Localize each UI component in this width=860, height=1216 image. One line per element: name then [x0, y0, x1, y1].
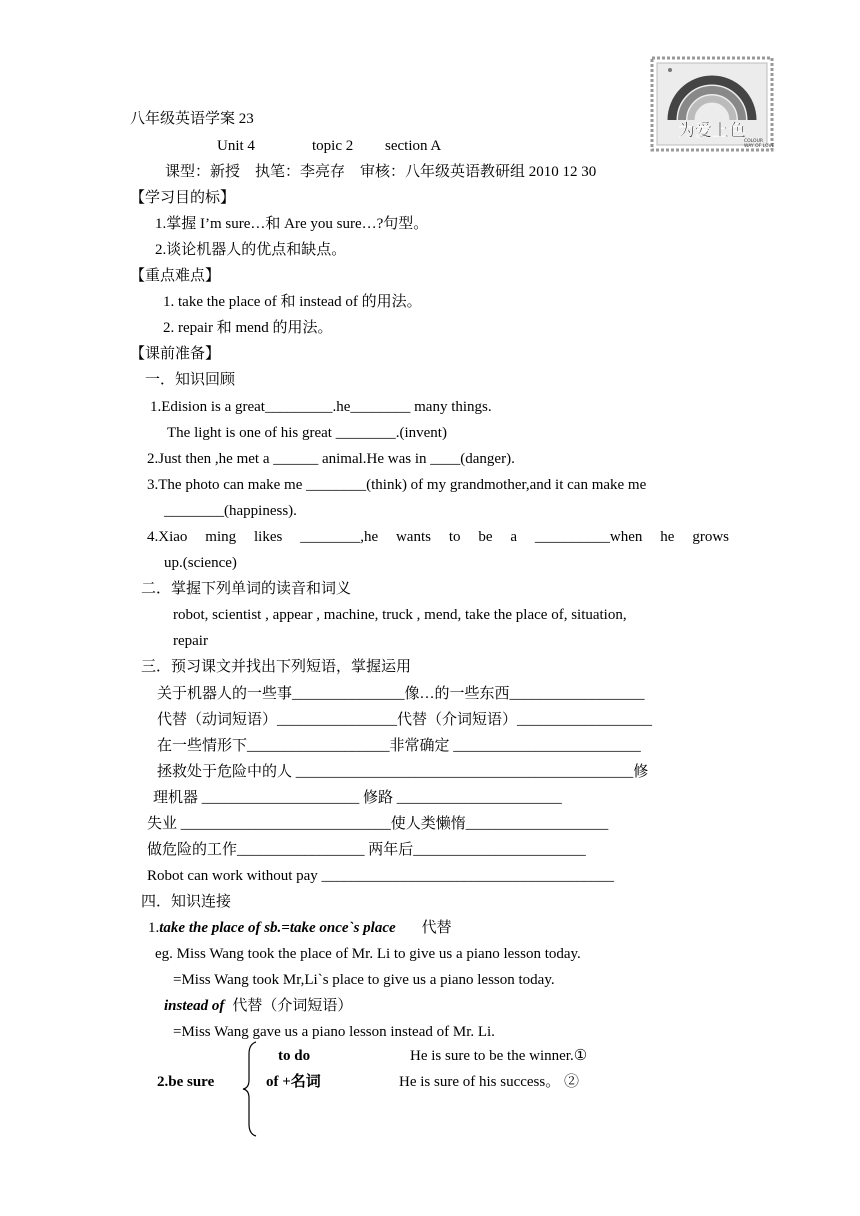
exercise-line: ________(happiness).	[164, 503, 297, 519]
phrase-row: 在一些情形下___________________非常确定 _________________________	[157, 738, 641, 754]
stamp-logo	[650, 56, 774, 152]
option-of-noun-example: He is sure of his success。 ②	[399, 1074, 579, 1090]
instead-of-cn: 代替（介词短语）	[232, 998, 353, 1014]
meta-line: 课型：新授 执笔：李亮存 审核：八年级英语教研组 2010 12 30	[165, 164, 597, 180]
section-2-title: 二．掌握下列单词的读音和词义	[141, 581, 352, 597]
point-1-head: take the place of sb.=take once`s place	[159, 920, 396, 936]
curly-brace	[240, 1040, 264, 1138]
keypoint-item: 2. repair 和 mend 的用法。	[163, 320, 333, 336]
objective-item: 2.谈论机器人的优点和缺点。	[155, 242, 347, 258]
stamp-logo-text: 为爱上色	[678, 121, 746, 141]
stamp-sub2: WAY OF LOVE	[744, 144, 774, 149]
exercise-line: 2.Just then ,he met a ______ animal.He was in ____(danger).	[147, 451, 515, 467]
doc-title: 八年级英语学案 23	[130, 111, 254, 127]
point-1	[148, 919, 452, 937]
option-of-noun: of +名词	[266, 1074, 321, 1090]
phrase-row: Robot can work without pay _______________________________________	[147, 868, 615, 884]
phrase-row: 关于机器人的一些事_______________像…的一些东西__________________	[157, 686, 645, 702]
phrase-row: 代替（动词短语）________________代替（介词短语）__________________	[157, 712, 653, 728]
point-1-cn: 代替	[421, 920, 452, 936]
option-to-do-example: He is sure to be the winner.①	[410, 1048, 588, 1064]
topic-label: topic 2	[312, 138, 354, 154]
phrase-row: 拯救处于危险中的人 _____________________________________________修	[157, 764, 649, 780]
stamp-sub1: COLOUR	[744, 139, 763, 144]
section-4-title: 四．知识连接	[141, 894, 232, 910]
be-sure-label: 2.be sure	[157, 1074, 215, 1090]
section-3-title: 三．预习课文并找出下列短语，掌握运用	[141, 659, 412, 675]
exercise-line: 4.Xiao ming likes ________,he wants to be a __________when he grows	[147, 529, 729, 545]
instead-of-line	[164, 997, 352, 1015]
unit-label: Unit 4	[217, 138, 255, 154]
word-list: repair	[173, 633, 208, 649]
objectives-heading: 【学习目的标】	[130, 190, 236, 206]
phrase-row: 理机器 _____________________ 修路 ______________________	[153, 790, 562, 806]
prep-heading: 【课前准备】	[130, 346, 221, 362]
exercise-line: 3.The photo can make me ________(think) of my grandmother,and it can make me	[147, 477, 647, 493]
example-line: =Miss Wang took Mr,Li`s place to give us a piano lesson today.	[173, 972, 555, 988]
exercise-line: The light is one of his great ________.(invent)	[167, 425, 447, 441]
keypoint-item: 1. take the place of 和 instead of 的用法。	[163, 294, 422, 310]
point-1-num: 1.	[148, 920, 160, 936]
example-line: eg. Miss Wang took the place of Mr. Li to give us a piano lesson today.	[155, 946, 581, 962]
option-to-do: to do	[278, 1048, 311, 1064]
word-list: robot, scientist , appear , machine, truck , mend, take the place of, situation,	[173, 607, 627, 623]
exercise-line: up.(science)	[164, 555, 237, 571]
phrase-row: 失业 ____________________________使人类懒惰___________________	[147, 816, 609, 832]
section-1-title: 一．知识回顾	[145, 372, 236, 388]
section-label: section A	[385, 138, 442, 154]
keypoints-heading: 【重点难点】	[130, 268, 221, 284]
example-line: =Miss Wang gave us a piano lesson instead of Mr. Li.	[173, 1024, 495, 1040]
instead-of-head: instead of	[164, 998, 225, 1014]
exercise-line: 1.Edision is a great_________.he________ many things.	[150, 399, 492, 415]
phrase-row: 做危险的工作_________________ 两年后_______________________	[147, 842, 586, 858]
objective-item: 1.掌握 I’m sure…和 Are you sure…?句型。	[155, 216, 429, 232]
